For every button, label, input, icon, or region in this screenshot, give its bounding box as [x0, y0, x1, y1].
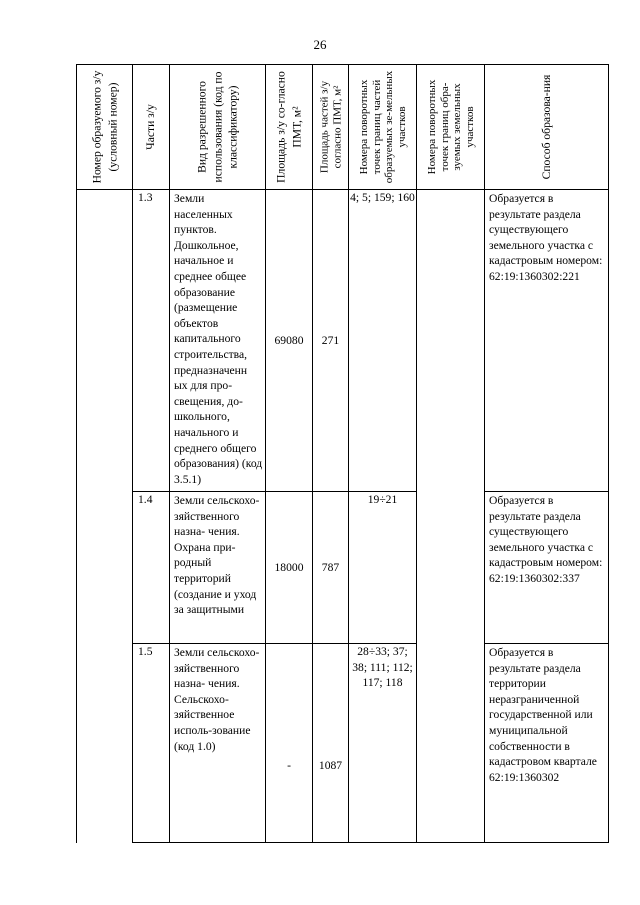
- plot-points-cell: [417, 644, 485, 843]
- header-parts: Части з/у: [133, 65, 170, 190]
- header-use-type: Вид разрешенного использования (код по классификатору): [170, 65, 266, 190]
- part-area-cell: 1087: [313, 644, 349, 843]
- plot-points-cell: [417, 190, 485, 492]
- part-area-cell: 271: [313, 190, 349, 492]
- part-points-cell: 19÷21: [349, 492, 417, 644]
- table-row: [77, 190, 609, 492]
- header-row: [77, 65, 609, 190]
- header-plot-points: Номера поворотных точек границ обра-зуемых земельных участков: [417, 65, 485, 190]
- plot-number-cell: [77, 190, 133, 492]
- part-points-cell: 28÷33; 37; 38; 111; 112; 117; 118: [349, 644, 417, 843]
- part-cell: 1.5: [133, 644, 170, 843]
- area-cell: 18000: [266, 492, 313, 644]
- header-parts-area: Площадь частей з/у согласно ПМТ, м²: [313, 65, 349, 190]
- use-type-cell: Земли населенных пунктов. Дошкольное, начальное и среднее общее образование (размещение объектов капитального строительства, предназначенн ых для про-свещения, до-школьного, начального и среднего общего образования) (код 3.5.1): [170, 190, 266, 492]
- header-area: Площадь з/у со-гласно ПМТ, м²: [266, 65, 313, 190]
- table-row: [77, 492, 609, 644]
- plot-number-cell: [77, 644, 133, 843]
- part-points-cell: 4; 5; 159; 160: [349, 190, 417, 492]
- method-cell: Образуется в результате раздела территории неразграниченной государственной или муниципальной собственности в кадастровом квартале 62:19:1360302: [485, 644, 609, 843]
- method-cell: Образуется в результате раздела существующего земельного участка с кадастровым номером: 62:19:1360302:221: [485, 190, 609, 492]
- use-type-text: Земли сельскохо-зяйственного назна- чения. Охрана при-родный территорий (создание и уход за защитными: [174, 494, 260, 617]
- header-part-points: Номера поворотных точек границ частей образуемых зе-мельных участков: [349, 65, 417, 190]
- land-plots-table: [76, 64, 609, 843]
- area-cell: -: [266, 644, 313, 843]
- header-plot-number: Номер образуемого з/у (условный номер): [77, 65, 133, 190]
- part-cell: 1.4: [133, 492, 170, 644]
- area-cell: 69080: [266, 190, 313, 492]
- use-type-cell: [170, 492, 266, 644]
- header-method: Способ образова-ния: [485, 65, 609, 190]
- use-type-cell: Земли сельскохо-зяйственного назна- чения. Сельскохо-зяйственное исполь-зование (код 1.0): [170, 644, 266, 843]
- method-cell: Образуется в результате раздела существующего земельного участка с кадастровым номером: 62:19:1360302:337: [485, 492, 609, 644]
- table-row: [77, 644, 609, 843]
- part-cell: 1.3: [133, 190, 170, 492]
- plot-points-cell: [417, 492, 485, 644]
- part-area-cell: 787: [313, 492, 349, 644]
- page-number: 26: [313, 37, 327, 52]
- plot-number-cell: [77, 492, 133, 644]
